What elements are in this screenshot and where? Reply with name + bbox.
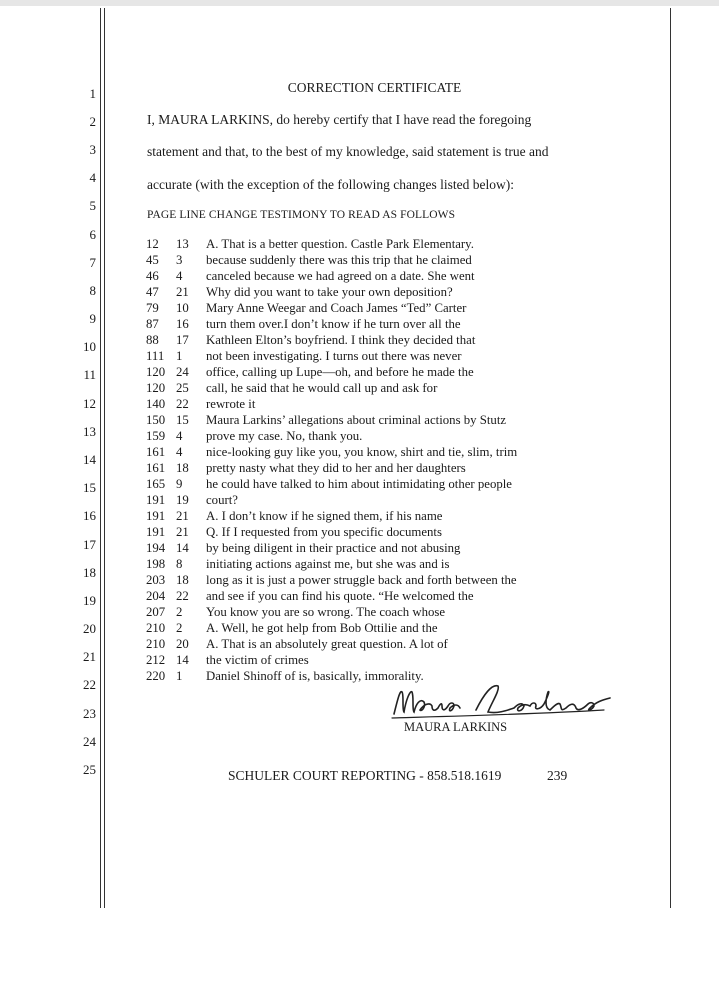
table-row: [146, 412, 506, 428]
line-number: 18: [83, 565, 96, 580]
page-cell: 203: [146, 573, 166, 587]
page-cell: 207: [146, 605, 166, 619]
change-text: Kathleen Elton’s boyfriend. I think they decided that: [206, 333, 476, 347]
table-row: [146, 284, 453, 300]
line-number: 19: [83, 593, 96, 608]
table-row: [146, 620, 438, 636]
line-cell: 18: [176, 573, 189, 587]
page-cell: 165: [146, 477, 166, 491]
left-margin-rule-outer: [100, 8, 101, 908]
line-number: 9: [89, 311, 96, 326]
line-cell: 4: [176, 429, 183, 443]
table-row: [146, 444, 517, 460]
line-number: 3: [89, 142, 96, 157]
change-text: because suddenly there was this trip that he claimed: [206, 253, 472, 267]
statement-line-1: I, MAURA LARKINS, do hereby certify that I have read the foregoing: [147, 112, 532, 127]
line-number: 14: [83, 452, 96, 467]
page-cell: 191: [146, 525, 166, 539]
change-text: rewrote it: [206, 397, 256, 411]
line-number: 8: [89, 283, 96, 298]
statement-line-2: statement and that, to the best of my knowledge, said statement is true and: [147, 144, 549, 159]
line-cell: 17: [176, 333, 189, 347]
table-row: [146, 556, 449, 572]
table-row: [146, 604, 445, 620]
line-cell: 24: [176, 365, 189, 379]
table-row: [146, 252, 472, 268]
right-margin-rule: [670, 8, 671, 908]
line-number: 17: [83, 537, 96, 552]
statement-line-3: accurate (with the exception of the following changes listed below):: [147, 177, 514, 192]
line-number: 21: [83, 649, 96, 664]
line-number: 7: [89, 255, 96, 270]
table-row: [146, 476, 512, 492]
table-row: [146, 268, 475, 284]
table-row: [146, 572, 517, 588]
page-cell: 150: [146, 413, 166, 427]
line-cell: 18: [176, 461, 189, 475]
page-cell: 161: [146, 461, 166, 475]
table-row: [146, 492, 238, 508]
page-cell: 120: [146, 365, 166, 379]
change-text: A. That is an absolutely great question. A lot of: [206, 637, 448, 651]
line-number: 6: [89, 227, 96, 242]
line-cell: 9: [176, 477, 183, 491]
line-number: 5: [89, 198, 96, 213]
line-number: 2: [89, 114, 96, 129]
table-row: [146, 300, 466, 316]
line-number: 4: [89, 170, 96, 185]
line-number: 13: [83, 424, 96, 439]
line-cell: 21: [176, 509, 189, 523]
table-row: [146, 636, 448, 652]
line-cell: 1: [176, 349, 183, 363]
page-cell: 204: [146, 589, 166, 603]
table-row: [146, 332, 475, 348]
table-row: [146, 540, 460, 556]
page-title: CORRECTION CERTIFICATE: [287, 80, 462, 95]
table-row: [146, 364, 474, 380]
page-cell: 111: [146, 349, 165, 363]
line-cell: 22: [176, 589, 189, 603]
page-cell: 212: [146, 653, 166, 667]
line-number: 1: [89, 86, 96, 101]
handwritten-signature: [380, 680, 620, 724]
change-text: initiating actions against me, but she was and is: [206, 557, 450, 571]
page-cell: 194: [146, 541, 166, 555]
signatory-name: MAURA LARKINS: [404, 720, 508, 734]
page-cell: 191: [146, 509, 166, 523]
change-text: office, calling up Lupe—oh, and before he made the: [206, 365, 474, 379]
page-cell: 161: [146, 445, 166, 459]
change-text: not been investigating. I turns out there was never: [206, 349, 462, 363]
change-text: Daniel Shinoff of is, basically, immorality.: [206, 669, 424, 683]
line-number: 10: [83, 339, 96, 354]
page-cell: 88: [146, 333, 159, 347]
line-cell: 2: [176, 605, 183, 619]
table-row: [146, 508, 442, 524]
change-text: long as it is just a power struggle back and forth between the: [206, 573, 517, 587]
line-cell: 20: [176, 637, 189, 651]
line-number: 23: [83, 706, 96, 721]
line-number: 22: [83, 677, 96, 692]
page-cell: 47: [146, 285, 159, 299]
line-cell: 22: [176, 397, 189, 411]
table-row: [146, 236, 474, 252]
change-text: court?: [206, 493, 238, 507]
change-text: pretty nasty what they did to her and her daughters: [206, 461, 466, 475]
left-margin-rule-inner: [104, 8, 105, 908]
change-text: Q. If I requested from you specific documents: [206, 525, 442, 539]
table-row: [146, 524, 442, 540]
change-text: Mary Anne Weegar and Coach James “Ted” Carter: [206, 301, 467, 315]
change-text: Why did you want to take your own deposition?: [206, 285, 453, 299]
table-row: [146, 588, 474, 604]
page-cell: 159: [146, 429, 166, 443]
change-text: by being diligent in their practice and not abusing: [206, 541, 461, 555]
page-number: 239: [547, 768, 568, 783]
change-text: the victim of crimes: [206, 653, 309, 667]
change-text: canceled because we had agreed on a date. She went: [206, 269, 475, 283]
line-number: 24: [83, 734, 96, 749]
change-text: A. Well, he got help from Bob Ottilie and the: [206, 621, 438, 635]
line-cell: 3: [176, 253, 183, 267]
change-text: prove my case. No, thank you.: [206, 429, 363, 443]
scan-edge: [0, 0, 719, 6]
change-text: Maura Larkins’ allegations about criminal actions by Stutz: [206, 413, 507, 427]
table-row: [146, 316, 461, 332]
line-cell: 19: [176, 493, 189, 507]
change-text: A. I don’t know if he signed them, if his name: [206, 509, 443, 523]
line-number: 12: [83, 396, 96, 411]
change-text: turn them over.I don’t know if he turn over all the: [206, 317, 461, 331]
change-text: nice-looking guy like you, you know, shirt and tie, slim, trim: [206, 445, 518, 459]
line-cell: 25: [176, 381, 189, 395]
page-cell: 87: [146, 317, 159, 331]
page-cell: 79: [146, 301, 159, 315]
change-text: call, he said that he would call up and ask for: [206, 381, 438, 395]
table-row: [146, 652, 309, 668]
table-row: [146, 380, 437, 396]
line-cell: 21: [176, 525, 189, 539]
change-text: he could have talked to him about intimidating other people: [206, 477, 512, 491]
page-cell: 46: [146, 269, 159, 283]
line-cell: 8: [176, 557, 183, 571]
line-cell: 4: [176, 269, 183, 283]
line-number: 16: [83, 508, 96, 523]
page-cell: 191: [146, 493, 166, 507]
line-number: 25: [83, 762, 96, 777]
page-cell: 45: [146, 253, 159, 267]
table-row: [146, 396, 255, 412]
line-cell: 10: [176, 301, 189, 315]
line-cell: 13: [176, 237, 189, 251]
page-cell: 198: [146, 557, 166, 571]
footer-reporter: SCHULER COURT REPORTING - 858.518.1619: [228, 768, 502, 783]
page-cell: 140: [146, 397, 166, 411]
line-cell: 1: [176, 669, 183, 683]
line-cell: 21: [176, 285, 189, 299]
line-cell: 4: [176, 445, 183, 459]
page-cell: 210: [146, 621, 166, 635]
line-number: 11: [83, 367, 96, 382]
line-cell: 15: [176, 413, 189, 427]
table-row: [146, 428, 362, 444]
table-row: [146, 348, 462, 364]
table-header: PAGE LINE CHANGE TESTIMONY TO READ AS FOLLOWS: [147, 209, 456, 221]
line-cell: 2: [176, 621, 183, 635]
line-cell: 14: [176, 541, 189, 555]
page-cell: 210: [146, 637, 166, 651]
page-cell: 220: [146, 669, 166, 683]
line-number: 15: [83, 480, 96, 495]
change-text: A. That is a better question. Castle Park Elementary.: [206, 237, 474, 251]
page-cell: 12: [146, 237, 159, 251]
line-cell: 14: [176, 653, 189, 667]
table-row: [146, 460, 466, 476]
line-number: 20: [83, 621, 96, 636]
change-text: and see if you can find his quote. “He welcomed the: [206, 589, 474, 603]
change-text: You know you are so wrong. The coach whose: [206, 605, 446, 619]
line-cell: 16: [176, 317, 189, 331]
page-cell: 120: [146, 381, 166, 395]
